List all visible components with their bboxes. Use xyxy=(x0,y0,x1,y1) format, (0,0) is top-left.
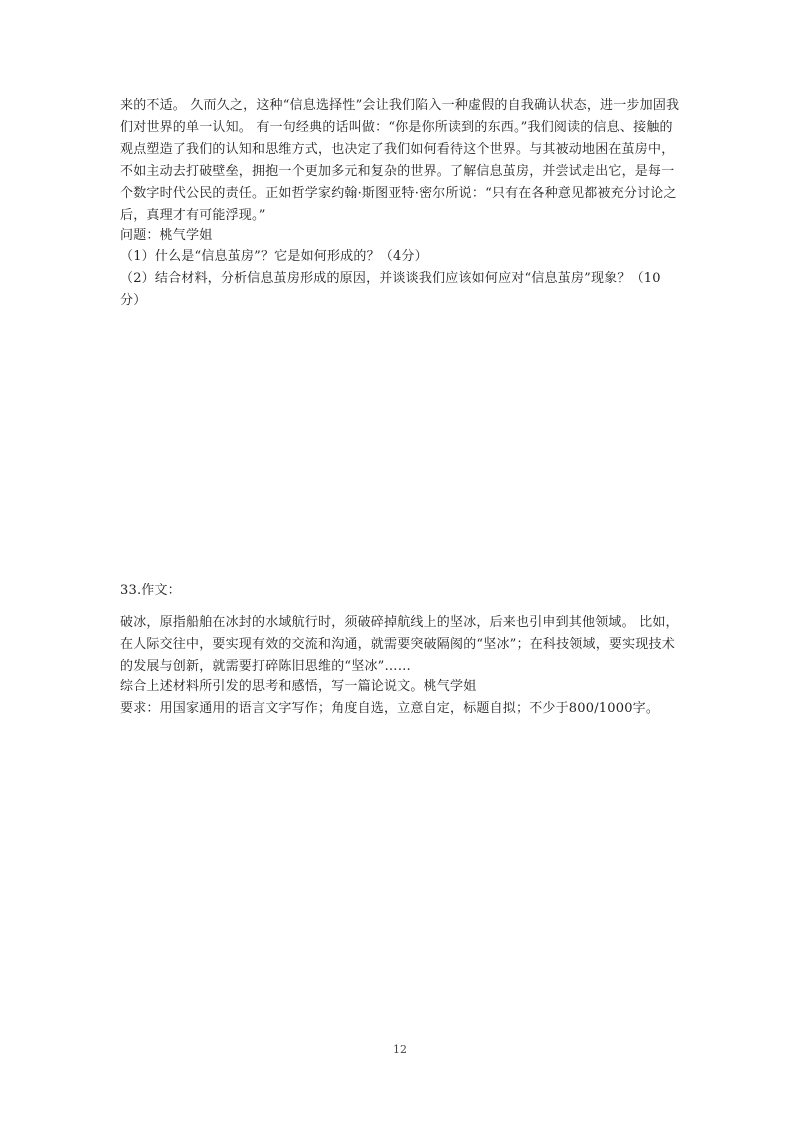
essay-title: 33.作文： xyxy=(120,583,181,598)
passage-paragraph: 来的不适。 久而久之，这种“信息选择性”会让我们陷入一种虚假的自我确认状态，进一步加固我们对世界的单一认知。 有一句经典的话叫做：“你是你所读到的东西。”我们阅读的信息、接触的观点塑造了我们的认知和思维方式，也决定了我们如何看待这个世界。与其被动地困在茧房中，不如主动去打破壁垒，拥抱一个更加多元和复杂的世界。了解信息茧房，并尝试走出它，是每一个数字时代公民的责任。正如哲学家约翰·斯图亚特·密尔所说：“只有在各种意见都被充分讨论之后，真理才有可能浮现。” xyxy=(120,98,680,223)
question-1: （1）什么是“信息茧房”？它是如何形成的？（4分） xyxy=(120,249,428,264)
essay-requirements: 要求：用国家通用的语言文字写作；角度自选，立意自定，标题自拟；不少于800/1000字。 xyxy=(120,701,660,716)
question-2: （2）结合材料，分析信息茧房形成的原因，并谈谈我们应该如何应对“信息茧房”现象？（10分） xyxy=(120,271,661,308)
question-label: 问题：桃气学姐 xyxy=(120,228,213,243)
essay-task: 综合上述材料所引发的思考和感悟，写一篇论说文。桃气学姐 xyxy=(120,679,477,694)
essay-prompt: 破冰，原指船舶在冰封的水域航行时，须破碎掉航线上的坚冰，后来也引申到其他领域。 比如，在人际交往中，要实现有效的交流和沟通，就需要突破隔阂的“坚冰”；在科技领域，要实现技术的发展与创新，就需要打碎陈旧思维的“坚冰”…… xyxy=(120,615,679,674)
page-number: 12 xyxy=(393,1043,407,1056)
